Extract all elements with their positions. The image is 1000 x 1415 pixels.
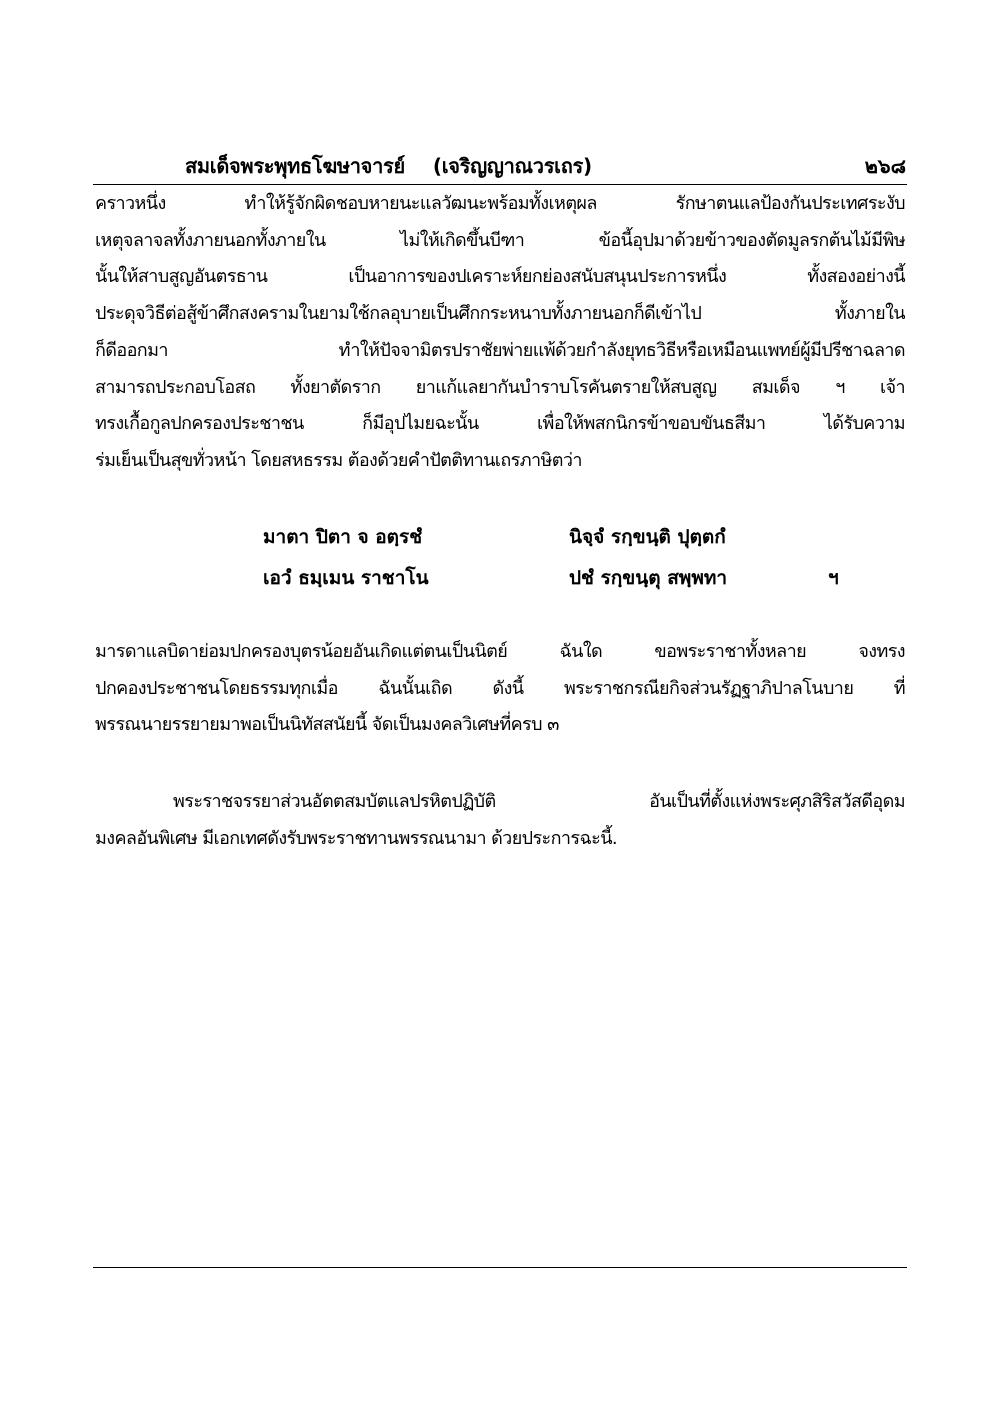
header-rule xyxy=(93,184,907,185)
paragraph-3 xyxy=(95,784,905,857)
running-header-title xyxy=(185,150,592,182)
verse-line-1-part-2: นิจฺจํ รกฺขนฺติ ปุตฺตกํ xyxy=(569,526,726,548)
text-line: เหตุจลาจลทั้งภายนอกทั้งภายใน ไม่ให้เกิดขึ้นบีฑา ข้อนี้อุปมาด้วยข้าวของตัดมูลรกต้นไม้มีพิษ xyxy=(95,229,905,251)
footer-rule xyxy=(93,1267,907,1268)
text-line: คราวหนึ่ง ทำให้รู้จักผิดชอบหายนะแลวัฒนะพร้อมทั้งเหตุผล รักษาตนแลป้องกันประเทศระงับ xyxy=(95,193,905,214)
text-line: มารดาแลบิดาย่อมปกครองบุตรน้อยอันเกิดแต่ตนเป็นนิตย์ ฉันใด ขอพระราชาทั้งหลาย จงทรง xyxy=(95,641,905,662)
paragraph-2 xyxy=(95,634,905,744)
verse-end-mark: ฯ xyxy=(828,567,839,589)
text-line: พรรณนายรรยายมาพอเป็นนิทัสสนัยนี้ จัดเป็นมงคลวิเศษที่ครบ ๓ xyxy=(95,714,559,736)
header-title-sub: (เจริญญาณวรเถร) xyxy=(432,154,592,178)
text-line: ทรงเกื้อกูลปกครองประชาชน ก็มีอุปไมยฉะนั้น เพื่อให้พสกนิกรข้าขอบขันธสีมา ได้รับความ xyxy=(95,413,905,435)
text-line: ประดุจวิธีต่อสู้ข้าศึกสงครามในยามใช้กลอุบายเป็นศึกกระหนาบทั้งภายนอกก็ดีเข้าไป ทั้งภายใน xyxy=(95,303,905,325)
text-line: ร่มเย็นเป็นสุขทั่วหน้า โดยสหธรรม ต้องด้วยคำปัตติทานเถรภาษิตว่า xyxy=(95,449,582,471)
page-number: ๒๖๘ xyxy=(864,154,906,178)
verse-line-2-part-2: ปชํ รกฺขนฺตุ สพฺพทา xyxy=(569,567,728,589)
header-title-main: สมเด็จพระพุทธโฆษาจารย์ xyxy=(185,154,405,178)
text-line: ปกคองประชาชนโดยธรรมทุกเมื่อ ฉันนั้นเถิด ดังนี้ พระราชกรณียกิจส่วนรัฏฐาภิปาลโนบาย ที่ xyxy=(95,677,905,699)
text-line: นั้นให้สาบสูญอันตรธาน เป็นอาการของปเคราะห์ยกย่องสนับสนุนประการหนึ่ง ทั้งสองอย่างนี้ xyxy=(95,266,905,288)
text-line: สามารถประกอบโอสถ ทั้งยาตัดราก ยาแก้แลยากันบำราบโรคันตรายให้สบสูญ สมเด็จ ฯ เจ้า xyxy=(95,376,905,398)
verse-line-1-part-1: มาตา ปิตา จ อตฺรชํ xyxy=(263,526,423,548)
text-line: มงคลอันพิเศษ มีเอกเทศดังรับพระราชทานพรรณนามา ด้วยประการฉะนี้. xyxy=(95,827,618,849)
text-line: ก็ดีออกมา ทำให้ปัจจามิตรปราชัยพ่ายแพ้ด้วยกำลังยุทธวิธีหรือเหมือนแพทย์ผู้มีปรีชาฉลาด xyxy=(95,339,905,361)
verse-line-2-part-1: เอวํ ธมฺเมน ราชาโน xyxy=(263,567,429,589)
text-line: พระราชจรรยาส่วนอัตตสมบัตแลปรหิตปฏิบัติ อันเป็นที่ตั้งแห่งพระศุภสิริสวัสดีอุดม xyxy=(173,791,905,812)
paragraph-1 xyxy=(95,186,905,480)
